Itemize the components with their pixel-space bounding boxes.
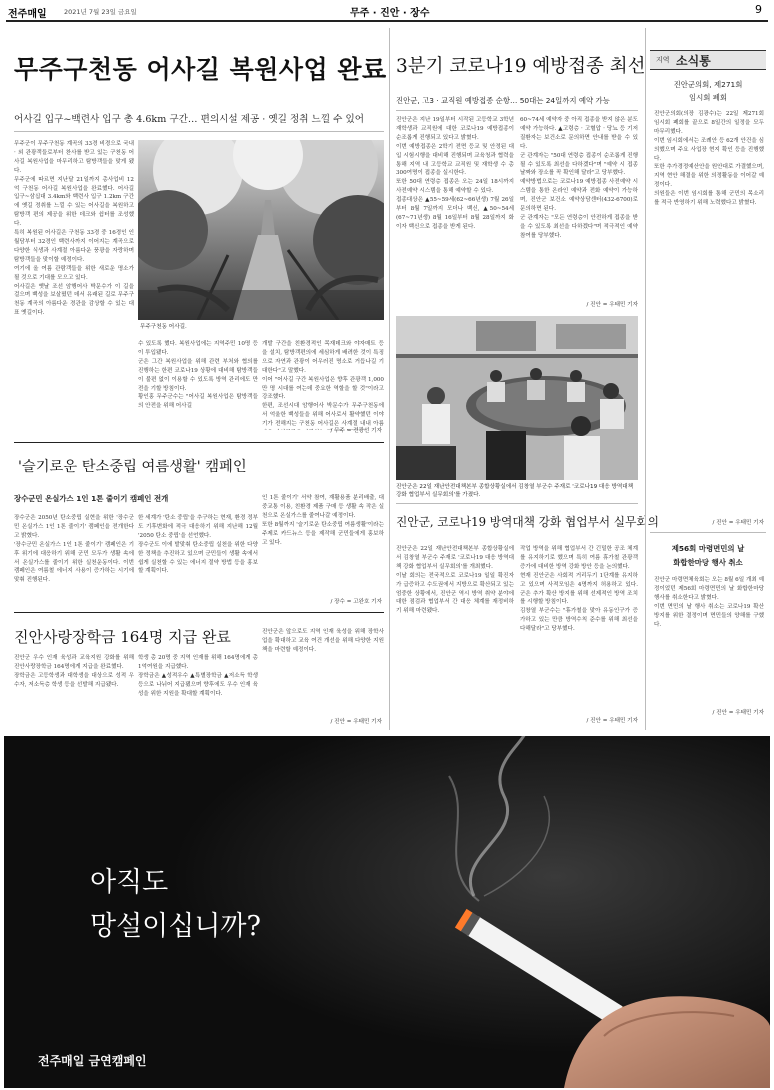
- lead-photo-forest-trail: [138, 140, 384, 320]
- carbon-col3-text: 인 1톤 줄이기' 서약 참여, 재활용품 분리배출, 대중교통 이용, 친환경 제품 구매 등 생활 속 작은 실천으로 온실가스를 줄여나갈 예정이다. 또한 8월까지 '슬기로운 탄소중립 여름생활'이라는 주제로 카드뉴스 등을 제작해 군민들에게 홍보하고 있다.: [262, 495, 384, 546]
- fight-credit: / 진안 = 우태민 기자: [586, 718, 638, 724]
- vaccine-col1-text: 진안군은 지난 19일부터 시작된 고등학교 3학년 재학생과 교직원에 대한 코로나19 예방접종이 순조롭게 진행되고 있다고 밝혔다. 이번 예방접종은 2학기 전면 등교 및 안정된 대입 시험시행을 대비해 진행되며 교육청과 협력을 통해 지역 내 고등학교 교직원 및 재학생 수 총 300여명이 접종을 실시한다. 또한 50대 연령층 접종은 오는 24일 18시까지 사전예약 시스템을 통해 예약할 수 있다. 접종대상은 ▲55~59세(62~66년생) 7월 26일부터 8월 7일까지 모더나 백신, ▲50~54세(67~71년생) 8월 16일부터 8월 28일까지 화이자 백신으로 접종을 받게 된다.: [396, 117, 514, 230]
- vaccine-headline: 3분기 코로나19 예방접종 최선: [396, 56, 646, 77]
- scholar-col1-text: 진안군 우수 인재 육성과 교육지원 강화를 위해 진안사랑장학금 164명에게 지급을 완료했다. 장학금은 고등학생과 대학생을 대상으로 성적 우수자, 저소득층 학생 등을 선발해 지급됐다.: [14, 655, 134, 688]
- carbon-credit: / 장수 = 고완호 기자: [330, 599, 382, 605]
- vaccine-subhead: 진안군, 고3 · 교직원 예방접종 순항… 50대는 24일까지 예약 가능: [396, 96, 610, 105]
- meeting-photo-caption: 진안군은 22일 재난안전대책본부 종합상황실에서 김창열 부군수 주재로 '코로나19 대응 방역대책 강화 협업부서 실무회의'를 가졌다.: [396, 484, 634, 498]
- page-number: 9: [755, 3, 762, 16]
- ad-line1: 아직도: [90, 867, 169, 898]
- fight-col2-text: 작업 방역을 위해 협업부서 간 긴밀한 공조 체계를 유지하기로 했으며 특히 여름 휴가철 관광객 증가에 대비한 방역 강화 방안 등을 논의했다. 현재 진안군은 사회적 거리두기 1단계를 유지하고 있으며 사적모임은 4명까지 허용하고 있다. 군은 추가 확산 방지를 위해 선제적인 방역 조치를 시행할 방침이다. 김창열 부군수는 "휴가철을 맞아 유동인구가 증가하고 있는 만큼 방역수칙 준수를 위해 최선을 다해달라"고 당부했다.: [520, 546, 638, 633]
- column-divider-left: [389, 28, 390, 730]
- lead-col3-text: 개발 구간을 친환경적인 목재데크와 야자매트 등을 설치, 탐방객편의에 세심하게 배려한 것이 특징으로 자연과 관광이 어우러진 명소로 거듭나길 기대한다"고 말했다. 이어 "어사길 구간 복원사업은 향후 관광객 1,000만 명 시대를 여는데 중요한 역할을 할 것"이라고 강조했다. 한편, 조선시대 암행어사 박문수가 무주구천동에서 억울한 백성들을 위해 어사로서 활약했던 이야기가 전해지는 구천동 어사길은 사계절 내내 아름: [262, 341, 384, 428]
- fight-headline: 진안군, 코로나19 방역대책 강화 협업부서 실무회의: [396, 515, 659, 529]
- lead-subhead: 어사길 입구~백련사 입구 총 4.6km 구간… 편의시설 제공 · 옛길 정취 느낄 수 있어: [14, 114, 364, 125]
- lead-headline: 무주구천동 어사길 복원사업 완료: [14, 55, 387, 84]
- sidebar-item1-title: 진안군의회, 제271회 임시회 폐회: [673, 80, 743, 102]
- vaccine-sub-rule: [396, 110, 638, 111]
- anti-smoking-ad: [4, 736, 770, 1088]
- lead-credit: / 무주 = 전광선 기자: [330, 428, 382, 434]
- sidebar-item2-credit: / 진안 = 우태민 기자: [712, 710, 764, 716]
- carbon-headline: '슬기로운 탄소중립 여름생활' 캠페인: [18, 459, 247, 475]
- lead-col2-text: 수 있도록 했다. 복원사업에는 지역주민 10명 등이 투입됐다. 군은 그간 복원사업을 위해 관련 부처와 협의를 진행하는 한편 코로나19 상황에 대비해 탐방객들이 불편 없이 이용할 수 있도록 방역 관리에도 만전을 기할 방침이다. 황인홍 무주군수는 "어사길 복원사업은 탐방객들의 안전을 위해 어사길: [138, 341, 258, 410]
- sidebar-item2-text: 진안군 마령면체육회는 오는 8월 6일 개최 예정이었던 제56회 마령면민의 날 화합한마당 행사를 취소한다고 밝혔다. 이번 면민의 날 행사 취소는 코로나19 확산 방지를 위한 결정이며 면민들의 양해를 구했다.: [654, 577, 764, 628]
- masthead-date: 2021년 7월 23일 금요일: [64, 8, 137, 16]
- lead-photo-caption: 무주구천동 어사길.: [140, 324, 187, 330]
- masthead-paper-name: 전주매일: [8, 9, 47, 20]
- sidebar-item-divider: [650, 532, 766, 533]
- masthead-section: 무주 · 진안 · 장수: [350, 8, 430, 19]
- fight-col1-text: 진안군은 22일 재난안전대책본부 종합상황실에서 김창열 부군수 주재로 '코로나19 대응 방역대책 강화 협업부서 실무회의'를 개최했다. 이날 회의는 전국적으로 코로나19 일일 확진자가 급증하고 수도권에서 지방으로 확산되고 있는 엄중한 상황에서, 진안군 역시 방역 취약 분야에 대한 점검과 협업부서 간 대응 체계를 재정비하기 위해 마련됐다.: [396, 546, 514, 615]
- scholar-col3-text: 진안군은 앞으로도 지역 인재 육성을 위해 장학사업을 확대하고 교육 여건 개선을 위해 다양한 지원책을 마련할 예정이다.: [262, 629, 384, 653]
- fight-top-rule: [396, 503, 638, 504]
- scholar-top-rule: [14, 612, 384, 613]
- sidebar-item2-title: 제56회 마령면민의 날 화합한마당 행사 취소: [671, 544, 745, 567]
- scholar-col2-text: 학생 총 20명 중 지역 인재를 위해 164명에게 총 1억여원을 지급했다. 장학금은 ▲성적우수 ▲특별장학금 ▲저소득 학생 등으로 나뉘어 지급됐으며 향후에도 우수 인재 육성을 위한 지원을 확대할 계획이다.: [138, 655, 258, 697]
- ad-footer: 전주매일 금연캠페인: [38, 1054, 147, 1068]
- ad-line2: 망설이십니까?: [90, 911, 261, 942]
- vaccine-credit: / 진안 = 우태민 기자: [586, 302, 638, 308]
- lead-sub-rule: [14, 131, 384, 132]
- header-rule: [6, 20, 768, 22]
- carbon-subhead: 장수군민 온실가스 1인 1톤 줄이기 캠페인 전개: [14, 494, 169, 503]
- meeting-photo: [396, 316, 638, 480]
- column-divider-right: [645, 28, 646, 730]
- scholar-headline: 진안사랑장학금 164명 지급 완료: [14, 628, 231, 646]
- sidebar-title: 소식통: [676, 54, 711, 68]
- scholar-credit: / 진안 = 우태민 기자: [330, 719, 382, 725]
- sidebar-item1-credit: / 진안 = 우태민 기자: [712, 520, 764, 526]
- sidebar-item1-text: 진안군의회(의장 김광수)는 22일 제271회 임시회 폐회를 끝으로 8일간의 일정을 모두 마무리했다. 이번 임시회에서는 조례안 등 62개 안건을 심의했으며 주요 사업장 현지 확인 등을 진행했다. 또한 추가경정예산안을 원안대로 가결했으며, 지역 현안 해결을 위한 의정활동을 이어갈 예정이다. 의원들은 이번 임시회를 통해 군민의 목소리를 적극 반영하기 위해 노력했다고 밝혔다.: [654, 111, 764, 207]
- vaccine-col2-text: 60~74세 예약자 중 아직 접종을 받지 않은 분도 예약 가능하다. ▲고령층 · 고혈압 · 당뇨 등 기저질환자는 보건소로 문의하면 안내를 받을 수 있다. 군 관계자는 "50대 연령층 접종이 순조롭게 진행될 수 있도록 최선을 다하겠다"며 "예약 시 접종 날짜와 장소를 꼭 확인해 달라"고 당부했다. 예약방법으로는 코로나19 예방접종 사전예약 시스템을 통한 온라인 예약과 전화 예약이 가능하며, 진안군 보건소 예약상담센터(432-6700)로 문의하면 된다. 군 관계자는 "모든 연령층이 안전하게 접종을 받을 수 있도록 최선을 다하겠다"며 적극적인 예약 참여를 당부했다.: [520, 117, 638, 239]
- carbon-top-rule: [14, 442, 384, 443]
- carbon-col1-text: 장수군은 2050년 탄소중립 실현을 위한 '장수군민 온실가스 1인 1톤 줄이기' 캠페인을 전개한다고 밝혔다. '장수군민 온실가스 1인 1톤 줄이기' 캠페인은 기후 위기에 대응하기 위해 군민 모두가 생활 속에서 온실가스를 줄이기 위한 실천운동이다. 이번 캠페인은 여름철 에너지 사용이 증가하는 시기에 맞춰 진행된다.: [14, 515, 134, 584]
- sidebar-header: [650, 50, 766, 70]
- lead-col1-text: 무주군이 무주구천동 계곡의 33경 비경으로 국내 · 외 관광객들로부터 찬사를 받고 있는 구천동 어사길 복원사업을 마무리하고 탐방객들을 맞게 됐다. 무주군에 따르면 지난달 21일까지 총사업비 12억 구천동 어사길 복원사업을 완료했다. 어사길 입구~삼십대 3.4km와 백련사 입구 1.2km 구간에 옛길 정취를 느낄 수 있는 어사길을 복원하고 탐방객 편의 제공을 위한 데크와 쉼터를 조성했다. 특히 복원된 어사길은 구천동 33경 중 16경인 인월담부터 32경인 백련사까지 이어지는 계곡으로 다양한 식생과 사계절 아름다운 풍광을 자랑하며 탐방객들을 맞이할 예정이다. 여기에 올 여름 관람객들을 위한 새로운 명소가 될 것으로 기대를 모으고 있다. 어사길은 옛날 조선 암행어사 박문수가 이 길을 걸으며 백성을 보살폈던 데서 유래된 길로 무주구천동 계곡의 아름다운 경관을 감상할 수 있는 대표 옛길이다.: [14, 141, 134, 317]
- carbon-col2-text: 한 세계가 '탄소 중립'을 추구하는 현재, 환경 정부도 기후변화에 적극 대응하기 위해 지난해 12월 '2050 탄소 중립'을 선언했다. 장수군도 이에 발맞춰 탄소중립 실천을 위한 다양한 정책을 추진하고 있으며 군민들이 생활 속에서 쉽게 실천할 수 있는 에너지 절약 방법 등을 홍보할 계획이다.: [138, 515, 258, 575]
- sidebar-tag: 지역: [656, 56, 670, 64]
